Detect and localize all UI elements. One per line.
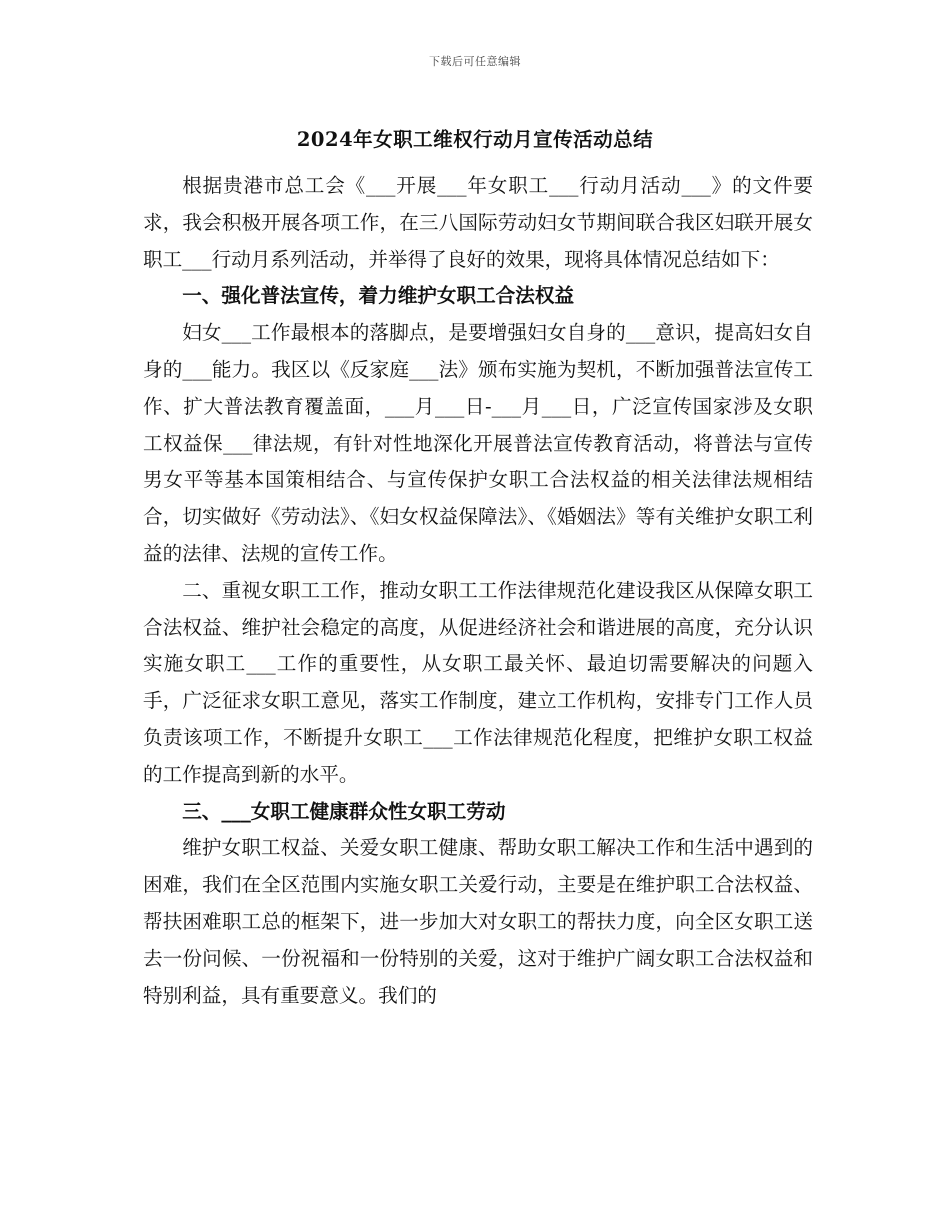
document-body xyxy=(143,168,813,1014)
paragraph-section-2: 二、重视女职工工作，推动女职工工作法律规范化建设我区从保障女职工合法权益、维护社会稳定的高度，从促进经济社会和谐进展的高度，充分认识实施女职工___工作的重要性，从女职工最关怀、最迫切需要解决的问题入手，广泛征求女职工意见，落实工作制度，建立工作机构，安排专门工作人员负责该项工作，不断提升女职工___工作法律规范化程度，把维护女职工权益的工作提高到新的水平。 xyxy=(143,578,813,786)
paragraph-intro: 根据贵港市总工会《___开展___年女职工___行动月活动___》的文件要求，我会积极开展各项工作，在三八国际劳动妇女节期间联合我区妇联开展女职工___行动月系列活动，并举得了良好的效果，现将具体情况总结如下： xyxy=(143,174,813,271)
section-heading-3: 三、___女职工健康群众性女职工劳动 xyxy=(182,799,506,823)
paragraph-section-1: 妇女___工作最根本的落脚点，是要增强妇女自身的___意识，提高妇女自身的___能力。我区以《反家庭___法》颁布实施为契机，不断加强普法宣传工作、扩大普法教育覆盖面，___月___日-___月___日，广泛宣传国家涉及女职工权益保___律法规，有针对性地深化开展普法宣传教育活动，将普法与宣传男女平等基本国策相结合、与宣传保护女职工合法权益的相关法律法规相结合，切实做好《劳动法》、《妇女权益保障法》、《婚姻法》等有关维护女职工利益的法律、法规的宣传工作。 xyxy=(143,321,813,565)
section-heading-1: 一、强化普法宣传，着力维护女职工合法权益 xyxy=(182,284,575,308)
paragraph-section-3: 维护女职工权益、关爱女职工健康、帮助女职工解决工作和生活中遇到的困难，我们在全区范围内实施女职工关爱行动，主要是在维护职工合法权益、帮扶困难职工总的框架下，进一步加大对女职工的帮扶力度，向全区女职工送去一份问候、一份祝福和一份特别的关爱，这对于维护广阔女职工合法权益和特别利益，具有重要意义。我们的 xyxy=(143,836,813,1007)
document-title: 2024年女职工维权行动月宣传活动总结 xyxy=(296,128,654,151)
page-header-note: 下载后可任意编辑 xyxy=(429,55,521,68)
